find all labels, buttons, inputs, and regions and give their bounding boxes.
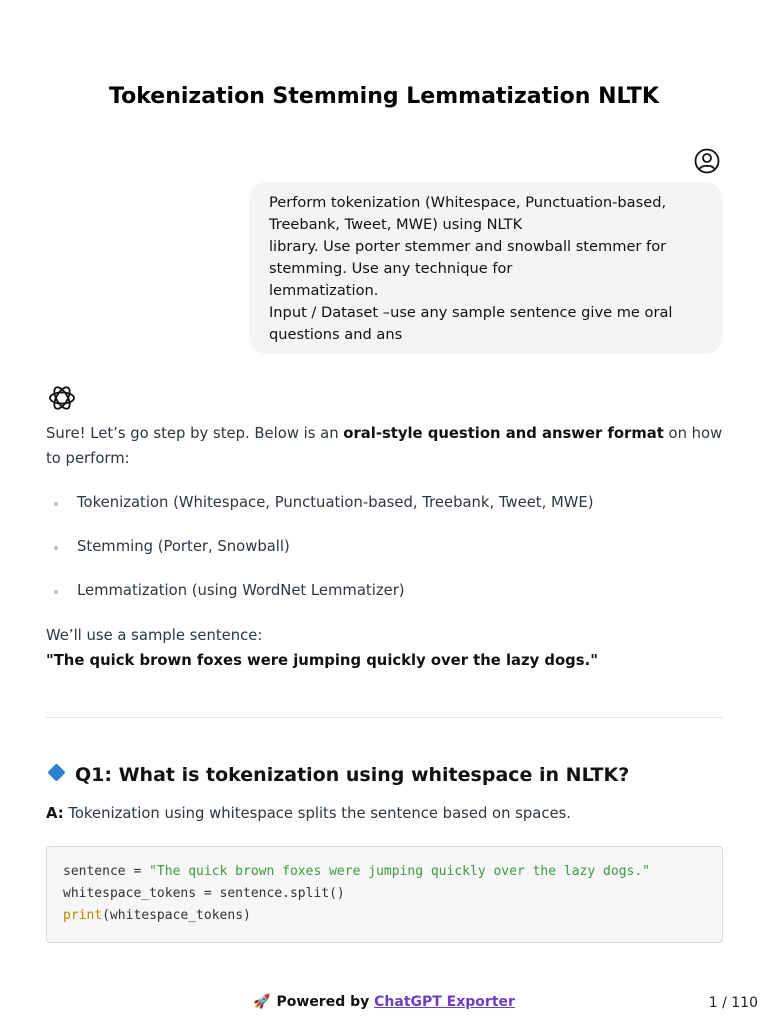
chatgpt-logo-icon [46, 382, 78, 414]
user-message-line: lemmatization. [269, 282, 379, 299]
code-line: whitespace_tokens = sentence.split() [63, 886, 345, 901]
code-keyword: print [63, 908, 103, 923]
bullet-icon [54, 502, 58, 506]
topic-list [46, 491, 594, 623]
list-item [46, 491, 594, 535]
code-string: "The quick brown foxes were jumping quickly over the lazy dogs." [149, 864, 650, 879]
sample-intro: We’ll use a sample sentence: [46, 627, 263, 644]
user-message-line: Treebank, Tweet, MWE) using NLTK [269, 216, 523, 233]
code-line [63, 905, 706, 927]
page-title: Tokenization Stemming Lemmatization NLTK [109, 84, 659, 109]
user-message-line: Perform tokenization (Whitespace, Punctuation-based, [269, 194, 667, 211]
page-number: 1 / 110 [708, 995, 758, 1011]
list-item [46, 535, 594, 579]
user-message-line: stemming. Use any technique for [269, 260, 513, 277]
bullet-icon [54, 546, 58, 550]
section-divider [46, 717, 723, 718]
chatgpt-exporter-link[interactable]: ChatGPT Exporter [374, 994, 515, 1010]
user-avatar-icon [694, 148, 720, 174]
answer-label: A: [46, 805, 64, 822]
topic-text: Tokenization (Whitespace, Punctuation-based, Treebank, Tweet, MWE) [77, 494, 594, 511]
intro-bold: oral-style question and answer format [343, 425, 664, 442]
user-message-line: Input / Dataset –use any sample sentence give me oral [269, 304, 673, 321]
intro-suffix: on how to perform: [46, 425, 723, 467]
code-text: (whitespace_tokens) [102, 908, 251, 923]
user-message-bubble [249, 182, 723, 354]
intro-prefix: Sure! Let’s go step by step. Below is an [46, 425, 344, 442]
user-message-line: library. Use porter stemmer and snowball stemmer for [269, 238, 667, 255]
footer-prefix: Powered by [276, 994, 375, 1010]
sample-sentence: "The quick brown foxes were jumping quickly over the lazy dogs." [46, 652, 598, 669]
answer-text [46, 801, 571, 826]
question-heading [46, 764, 629, 786]
list-item [46, 579, 594, 623]
rocket-icon: 🚀 [253, 994, 271, 1010]
code-line [63, 861, 706, 883]
blue-diamond-icon [47, 763, 65, 781]
user-message-line: questions and ans [269, 326, 403, 343]
question-text: Q1: What is tokenization using whitespace in NLTK? [75, 764, 630, 786]
footer [0, 994, 768, 1010]
code-block[interactable] [46, 846, 723, 943]
topic-text: Lemmatization (using WordNet Lemmatizer) [77, 582, 405, 599]
code-text: sentence = [63, 864, 150, 879]
topic-text: Stemming (Porter, Snowball) [77, 538, 290, 555]
bullet-icon [54, 590, 58, 594]
answer-body: Tokenization using whitespace splits the sentence based on spaces. [63, 805, 571, 822]
assistant-intro [46, 421, 726, 471]
